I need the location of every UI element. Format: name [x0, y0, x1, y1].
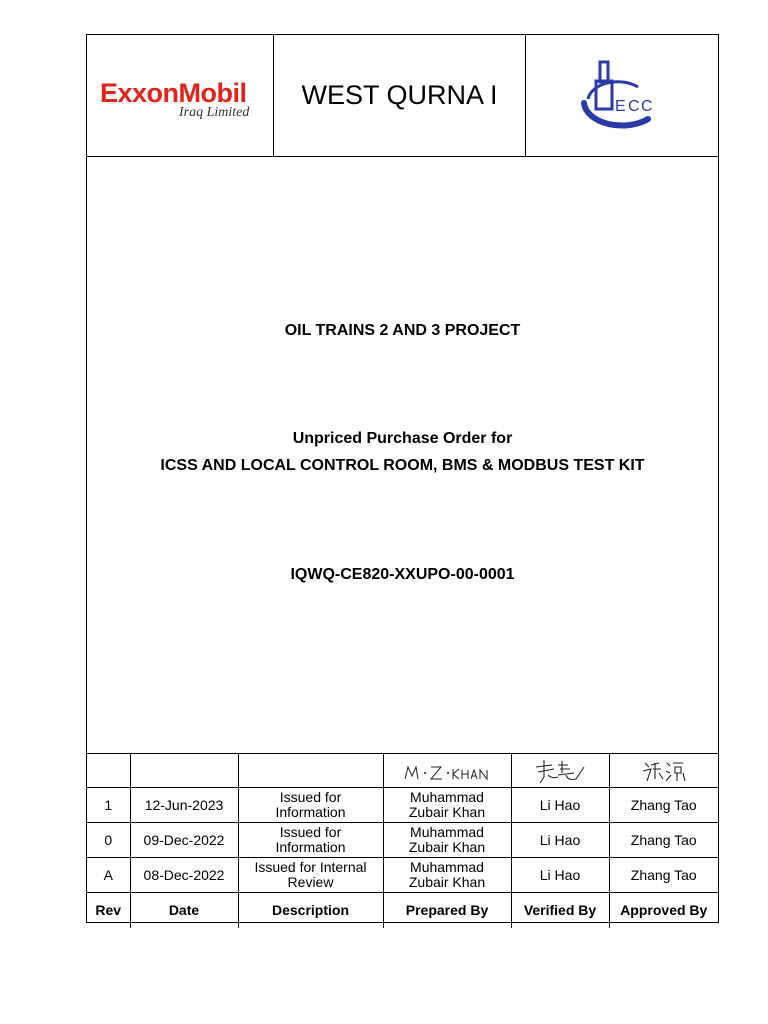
description-cell — [238, 788, 383, 823]
approved-by-cell: Zhang Tao — [609, 858, 718, 893]
prepared-by-cell — [383, 788, 511, 823]
description-line: Review — [287, 874, 334, 890]
signature-cell-empty — [238, 754, 383, 788]
cecc-logo — [578, 59, 668, 134]
description-header: Description — [238, 893, 383, 928]
description-line: Issued for — [279, 824, 342, 840]
description-line: Issued for Internal — [254, 859, 367, 875]
prepared-by-cell — [383, 823, 511, 858]
date-cell: 12-Jun-2023 — [130, 788, 238, 823]
project-name-cell — [274, 35, 526, 156]
rev-cell: A — [87, 858, 130, 893]
prepared-by-line: Zubair Khan — [408, 839, 486, 855]
company-logo-subtitle: Iraq Limited — [179, 105, 250, 120]
verified-by-cell: Li Hao — [511, 788, 609, 823]
signature-row — [87, 754, 718, 788]
revision-row — [87, 823, 718, 858]
verified-signature-image — [530, 757, 590, 785]
document-subtitle: Unpriced Purchase Order for — [292, 430, 513, 447]
verified-by-cell: Li Hao — [511, 858, 609, 893]
svg-text:C: C — [641, 98, 653, 115]
signature-cell-empty — [87, 754, 130, 788]
svg-text:C: C — [628, 98, 640, 115]
prepared-by-line: Zubair Khan — [408, 874, 486, 890]
verified-by-cell: Li Hao — [511, 823, 609, 858]
document-title: ICSS AND LOCAL CONTROL ROOM, BMS & MODBUS TEST KIT — [160, 457, 645, 474]
svg-text:E: E — [615, 98, 626, 115]
revision-header-row — [87, 893, 718, 928]
prepared-by-line: Muhammad — [410, 824, 484, 840]
date-cell: 08-Dec-2022 — [130, 858, 238, 893]
document-number: IQWQ-CE820-XXUPO-00-0001 — [290, 566, 515, 583]
date-cell: 09-Dec-2022 — [130, 823, 238, 858]
description-line: Issued for — [279, 789, 342, 805]
title-block-header — [87, 35, 718, 157]
date-header: Date — [130, 893, 238, 928]
description-cell — [238, 823, 383, 858]
project-name: WEST QURNA I — [301, 80, 498, 110]
prepared-by-line: Muhammad — [410, 789, 484, 805]
prepared-signature — [383, 754, 511, 788]
rev-cell: 0 — [87, 823, 130, 858]
rev-cell: 1 — [87, 788, 130, 823]
approved-signature-image — [639, 757, 689, 785]
prepared-by-line: Muhammad — [410, 859, 484, 875]
description-line: Information — [275, 839, 346, 855]
approved-signature — [609, 754, 718, 788]
revision-row — [87, 858, 718, 893]
verified-by-header: Verified By — [511, 893, 609, 928]
exxonmobil-logo: ExxonMobil — [100, 78, 247, 108]
description-cell — [238, 858, 383, 893]
prepared-by-header: Prepared By — [383, 893, 511, 928]
approved-by-header: Approved By — [609, 893, 718, 928]
revision-row — [87, 788, 718, 823]
prepared-by-line: Zubair Khan — [408, 804, 486, 820]
approved-by-cell: Zhang Tao — [609, 788, 718, 823]
contractor-logo-cell — [526, 35, 718, 156]
verified-signature — [511, 754, 609, 788]
description-line: Information — [275, 804, 346, 820]
company-logo-cell — [87, 35, 274, 156]
approved-by-cell: Zhang Tao — [609, 823, 718, 858]
prepared-signature-image — [397, 759, 497, 783]
revision-table — [87, 753, 718, 928]
project-title: OIL TRAINS 2 AND 3 PROJECT — [284, 322, 521, 339]
document-frame — [86, 34, 719, 923]
signature-cell-empty — [130, 754, 238, 788]
prepared-by-cell — [383, 858, 511, 893]
rev-header: Rev — [87, 893, 130, 928]
